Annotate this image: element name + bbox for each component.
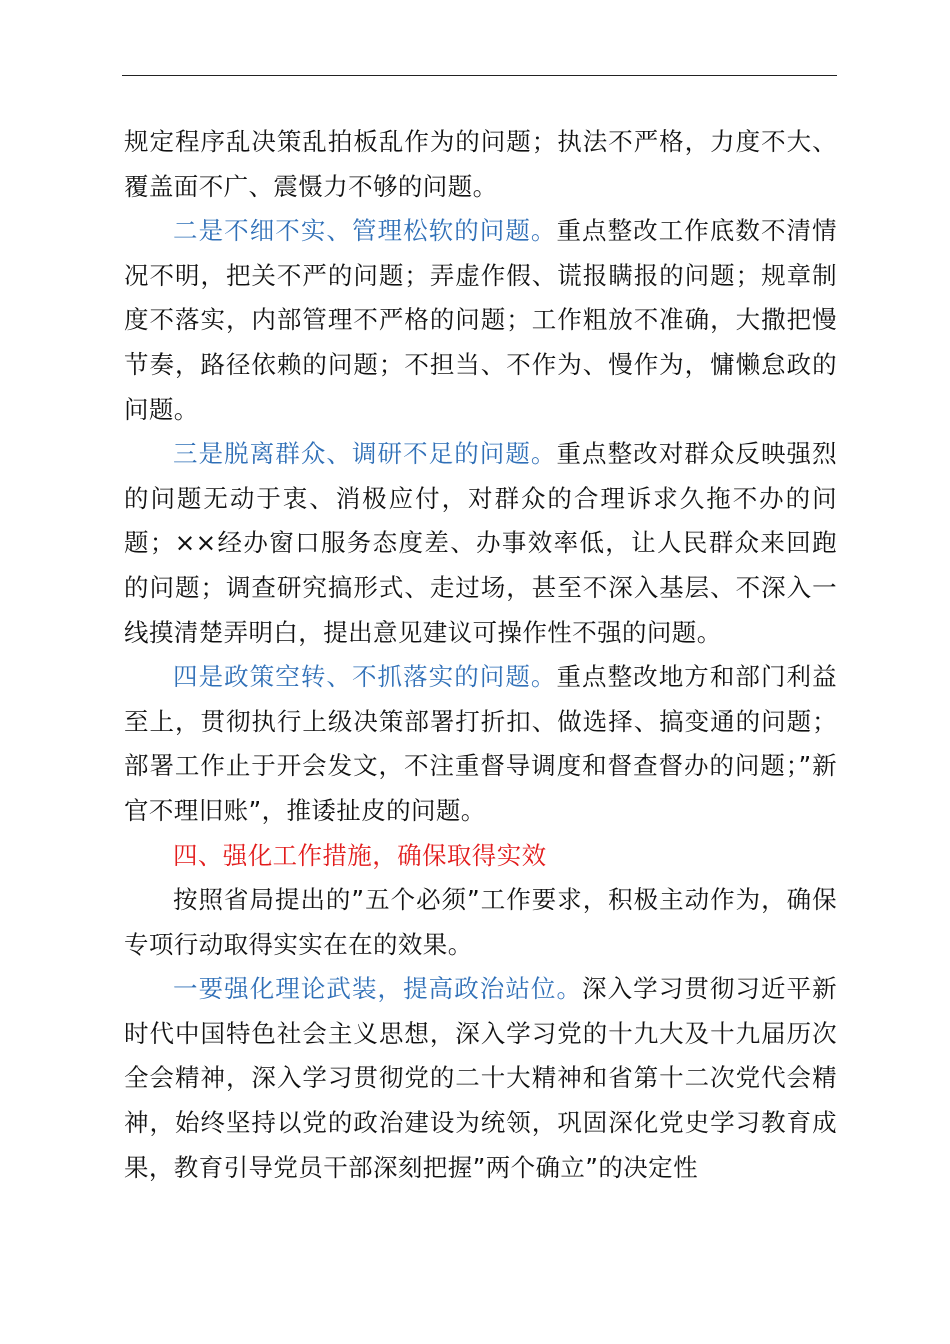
item-heading: 二是不细不实、管理松软的问题。	[173, 216, 557, 246]
header-rule	[122, 75, 837, 76]
paragraph-text: 重点整改对群众反映强烈的问题无动于衷、消极应付，对群众的合理诉求久拖不办的问题；××经办窗口服务态度差、办事效率低，让人民群众来回跑的问题；调查研究搞形式、走过场，甚至不深入基层、不深入一线摸清楚弄明白，提出意见建议可操作性不强的问题。	[124, 439, 838, 647]
item-heading: 一要强化理论武装，提高政治站位。	[173, 974, 583, 1004]
item-heading: 四是政策空转、不抓落实的问题。	[173, 662, 557, 692]
paragraph-intro	[124, 878, 837, 967]
paragraph-text: 深入学习贯彻习近平新时代中国特色社会主义思想，深入学习党的十九大及十九届历次全会精神，深入学习贯彻党的二十大精神和省第十二次党代会精神，始终坚持以党的政治建设为统领，巩固深化党史学习教育成果，教育引导党员干部深刻把握”两个确立”的决定性	[124, 974, 838, 1182]
paragraph-item-three	[124, 432, 837, 655]
paragraph-text: 规定程序乱决策乱拍板乱作为的问题；执法不严格，力度不大、覆盖面不广、震慑力不够的问题。	[124, 127, 837, 201]
paragraph-item-two	[124, 209, 837, 432]
document-body	[124, 120, 837, 1190]
paragraph-text: 按照省局提出的”五个必须”工作要求，积极主动作为，确保专项行动取得实实在在的效果。	[124, 885, 837, 959]
paragraph-item-four	[124, 655, 837, 833]
paragraph-text: 重点整改工作底数不清情况不明，把关不严的问题；弄虚作假、谎报瞒报的问题；规章制度不落实，内部管理不严格的问题；工作粗放不准确，大撒把慢节奏，路径依赖的问题；不担当、不作为、慢作为，慵懒怠政的问题。	[124, 216, 838, 424]
section-heading: 四、强化工作措施，确保取得实效	[173, 840, 547, 870]
paragraph-measure-one	[124, 967, 837, 1190]
item-heading: 三是脱离群众、调研不足的问题。	[173, 439, 557, 469]
paragraph-continuation	[124, 120, 837, 209]
paragraph-text: 重点整改地方和部门利益至上，贯彻执行上级决策部署打折扣、做选择、搞变通的问题；部署工作止于开会发文，不注重督导调度和督查督办的问题；”新官不理旧账”，推诿扯皮的问题。	[124, 662, 838, 825]
